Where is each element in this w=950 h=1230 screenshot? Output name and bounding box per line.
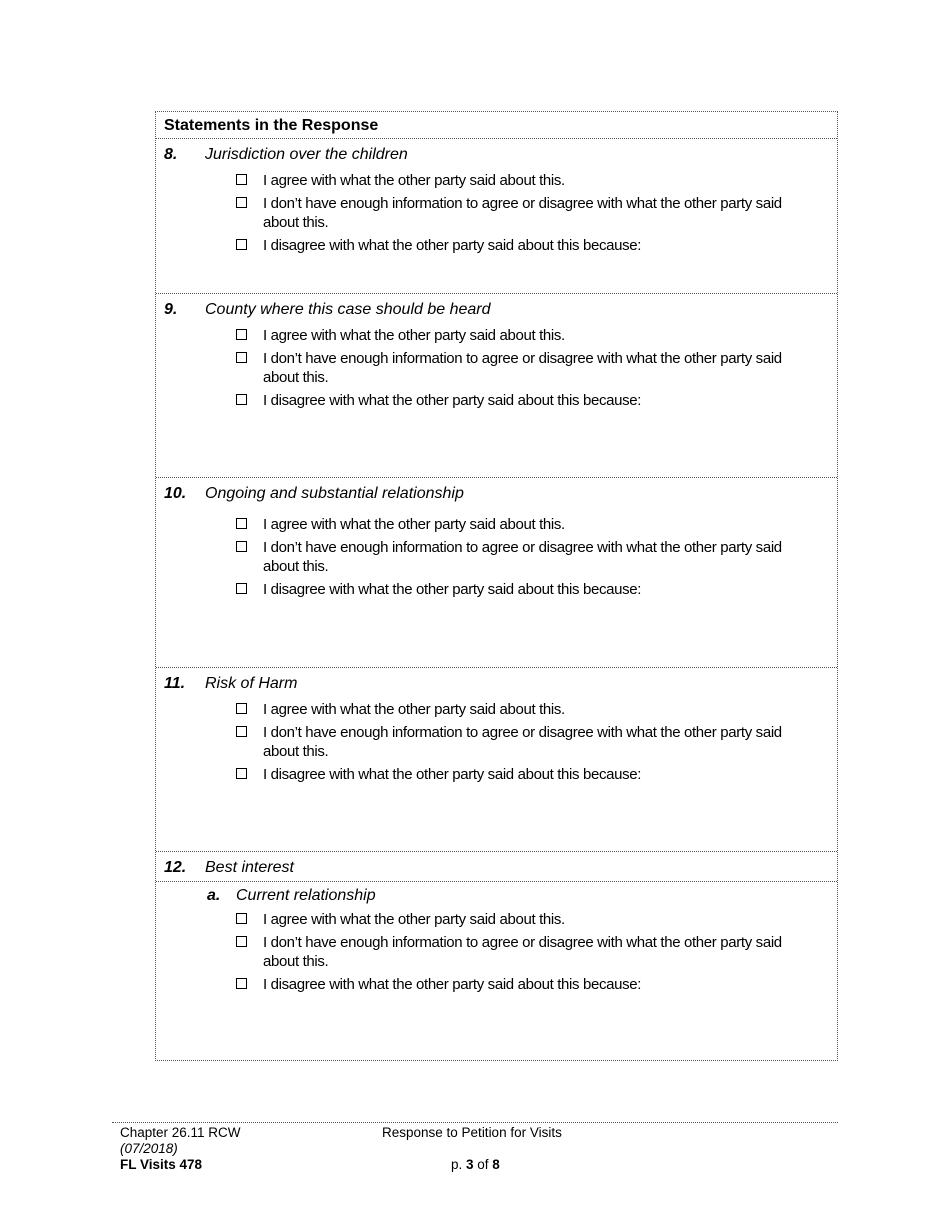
disagree-checkbox[interactable] [236, 583, 247, 594]
disagree-checkbox[interactable] [236, 768, 247, 779]
agree-checkbox[interactable] [236, 329, 247, 340]
page-footer [112, 1122, 838, 1172]
agree-checkbox[interactable] [236, 174, 247, 185]
disagree-option[interactable]: I disagree with what the other party said about this because: [236, 236, 817, 255]
section-title: Risk of Harm [205, 675, 298, 692]
section-12 [156, 852, 837, 1060]
disagree-checkbox[interactable] [236, 394, 247, 405]
dontknow-checkbox[interactable] [236, 936, 247, 947]
section-number: 12. [164, 859, 187, 876]
section-10 [156, 478, 837, 668]
dontknow-option[interactable]: I don’t have enough information to agree or disagree with what the other party said about this. [236, 194, 817, 232]
section-title: County where this case should be heard [205, 301, 491, 318]
agree-option[interactable]: I agree with what the other party said about this. [236, 700, 817, 719]
section-header: Statements in the Response [156, 112, 837, 139]
subsection-title: Current relationship [236, 887, 376, 904]
subsection-a [156, 881, 837, 1061]
dontknow-checkbox[interactable] [236, 352, 247, 363]
dontknow-option[interactable]: I don’t have enough information to agree or disagree with what the other party said about this. [236, 349, 817, 387]
disagree-checkbox[interactable] [236, 239, 247, 250]
footer-chapter: Chapter 26.11 RCW [120, 1125, 241, 1140]
section-number: 8. [164, 146, 178, 163]
agree-checkbox[interactable] [236, 913, 247, 924]
disagree-option[interactable]: I disagree with what the other party said about this because: [236, 765, 817, 784]
agree-option[interactable]: I agree with what the other party said about this. [236, 910, 817, 929]
dontknow-checkbox[interactable] [236, 726, 247, 737]
page-number: p. 3 of 8 [451, 1157, 500, 1172]
agree-checkbox[interactable] [236, 518, 247, 529]
section-title: Best interest [205, 859, 294, 876]
footer-date: (07/2018) [120, 1141, 178, 1156]
section-number: 11. [164, 675, 186, 692]
disagree-option[interactable]: I disagree with what the other party said about this because: [236, 580, 817, 599]
agree-option[interactable]: I agree with what the other party said about this. [236, 515, 817, 534]
footer-doc-title: Response to Petition for Visits [382, 1125, 562, 1140]
section-8 [156, 139, 837, 294]
agree-option[interactable]: I agree with what the other party said about this. [236, 171, 817, 190]
dontknow-option[interactable]: I don’t have enough information to agree or disagree with what the other party said about this. [236, 723, 817, 761]
disagree-checkbox[interactable] [236, 978, 247, 989]
section-number: 9. [164, 301, 178, 318]
section-title: Jurisdiction over the children [205, 146, 408, 163]
subsection-label: a. [207, 887, 221, 904]
disagree-option[interactable]: I disagree with what the other party said about this because: [236, 391, 817, 410]
dontknow-option[interactable]: I don’t have enough information to agree or disagree with what the other party said about this. [236, 538, 817, 576]
section-title: Ongoing and substantial relationship [205, 485, 464, 502]
section-9 [156, 294, 837, 478]
agree-option[interactable]: I agree with what the other party said about this. [236, 326, 817, 345]
statements-form [155, 111, 838, 1061]
disagree-option[interactable]: I disagree with what the other party said about this because: [236, 975, 817, 994]
dontknow-option[interactable]: I don’t have enough information to agree or disagree with what the other party said about this. [236, 933, 817, 971]
agree-checkbox[interactable] [236, 703, 247, 714]
dontknow-checkbox[interactable] [236, 197, 247, 208]
dontknow-checkbox[interactable] [236, 541, 247, 552]
footer-form-id: FL Visits 478 [120, 1157, 203, 1172]
section-number: 10. [164, 485, 187, 502]
section-11 [156, 668, 837, 852]
